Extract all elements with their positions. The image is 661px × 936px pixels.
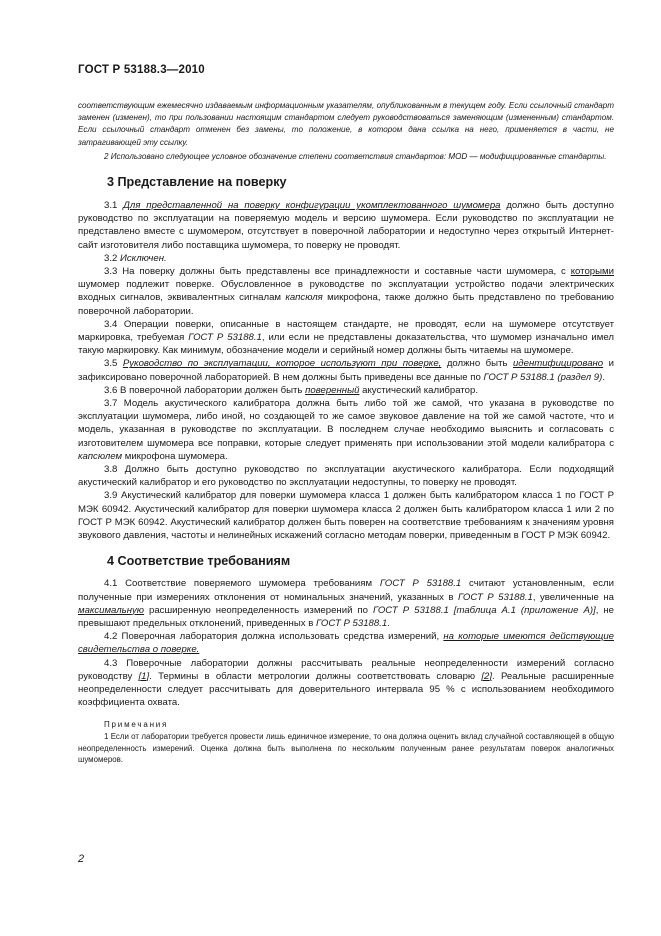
p3-7-i: капсюлем: [78, 450, 123, 462]
intro-note-2: 2 Использовано следующее условное обозначение степени соответствия стандартов: MOD — модифицированные стандарты.: [104, 151, 607, 161]
p3-5-i2: идентифицировано: [512, 358, 604, 370]
p3-5-a: должно быть: [441, 358, 513, 370]
p4-1-c: , увеличенные на: [532, 591, 614, 603]
paragraph-4-1: [78, 577, 614, 630]
section-4-title: 4 Соответствие требованиям: [107, 554, 291, 569]
p4-3-a: 4.3 Поверочные лаборатории должны рассчитывать реальные неопределенности измерений согласно руководству: [78, 657, 614, 682]
p3-3-b: шумомер подлежит поверке. Обусловленное в руководстве по эксплуатации устройство подачи электрических входных сигналов, эквивалентных сигналам: [78, 279, 614, 304]
p3-7-a: 3.7 Модель акустического калибратора должна быть либо той же самой, что указана в руководстве по эксплуатации шумомера, либо иной, но создающей то же самое звуковое давление на той же самой частоте, что и модель, указанная в руководстве по эксплуатации. В последнем случае необходимо выяснить и согласовать с изготовителем шумомера все поправки, которые следует применять при использовании этой модели калибратора с: [78, 398, 614, 449]
p3-4-a: 3.4 Операции поверки, описанные в настоящем стандарте, не проводят, если на шумомере отсутствует маркировка, требуемая: [78, 318, 614, 344]
p3-5-i3: ГОСТ Р 53188.1 (раздел 9): [483, 371, 603, 383]
intro-note-text: соответствующим ежемесячно издаваемым информационным указателям, опубликованным в текущем году. Если ссылочный стандарт заменен (изменен), то при пользовании настоящим стандартом следует руководствоваться заменяющим (измененным) стандартом. Если ссылочный стандарт отменен без замены, то положение, в котором дана ссылка на него, применяется в части, не затрагивающей эту ссылку.: [78, 101, 614, 147]
p4-3-i1: [1]: [138, 670, 150, 682]
note-1: 1 Если от лаборатории требуется провести лишь единичное измерение, то она должна оценить вклад случайной составляющей в общую неопределенность измерений. Оценка должна быть выполнена по нескольким полученным ранее результатам поверок аналогичных шумомеров.: [78, 731, 614, 765]
p4-1-d: расширенную неопределенность измерений по: [144, 604, 373, 616]
p4-1-i3: максимальную: [78, 604, 145, 616]
p3-5-b: и зафиксировано поверочной лабораторией. В нем должны быть приведены все данные по: [78, 358, 614, 383]
paragraph-3-3: [78, 265, 614, 318]
p3-3-c: микрофона, также должно быть представлено по требованию поверочной лаборатории.: [78, 292, 614, 317]
p3-5-num: 3.5: [104, 358, 123, 370]
p3-1-rest: должно быть доступно руководство по эксплуатации на поверяемую модель и версию шумомера. Если руководство по эксплуатации не представлено вместе с шумомером, отсутствует в поверочной лаборатории и недоступно через открытый Интернет-сайт изготовителя либо поставщика шумомера, то поверку не проводят.: [78, 200, 614, 251]
notes-title: Примечания: [104, 720, 169, 730]
paragraph-3-7: [78, 397, 614, 463]
p3-1-italic: Для представленной на поверку конфигурации укомплектованного шумомера: [123, 200, 501, 212]
p3-6-b: акустический калибратор.: [359, 384, 479, 396]
p4-1-e: , не превышают предельных отклонений, приведенных в: [78, 604, 615, 629]
p4-3-b: . Термины в области метрологии должны соответствовать словарю: [149, 670, 482, 682]
page-number: 2: [78, 853, 85, 865]
p4-2-i: на которые имеются действующие свидетельства о поверке.: [78, 631, 614, 656]
p4-3-c: . Реальные расширенные неопределенности следует рассчитывать для доверительного интервала 95 % с использованием необходимого коэффициента охвата.: [78, 670, 614, 709]
paragraph-3-5: [78, 357, 614, 383]
paragraph-4-3: [78, 657, 614, 710]
p3-3-i: капсюля: [285, 292, 323, 304]
p3-6-i: поверенный: [305, 384, 360, 396]
paragraph-4-2: [78, 630, 614, 656]
section-3-title: 3 Представление на поверку: [107, 175, 287, 190]
paragraph-3-8: 3.8 Должно быть доступно руководство по эксплуатации акустического калибратора. Если подходящий акустический калибратор и его руководство по эксплуатации недоступны, то поверку не проводят.: [78, 464, 614, 489]
p3-6-a: 3.6 В поверочной лаборатории должен быть: [104, 384, 306, 396]
p3-1-num: 3.1: [104, 200, 124, 212]
p3-5-c: .: [602, 371, 606, 383]
document-page: [78, 64, 614, 766]
document-header: ГОСТ Р 53188.3—2010: [78, 64, 205, 76]
p3-7-b: микрофона шумомера.: [122, 450, 228, 462]
p3-2-italic: Исключен.: [120, 252, 167, 264]
p4-1-i1: ГОСТ Р 53188.1: [379, 578, 462, 590]
p4-1-i5: ГОСТ Р 53188.1: [315, 617, 388, 629]
p4-1-a: 4.1 Соответствие поверяемого шумомера требованиям: [104, 578, 380, 590]
p3-5-i1: Руководство по эксплуатации, которое используют при поверке,: [122, 358, 442, 370]
p4-1-i2: ГОСТ Р 53188.1: [458, 591, 533, 603]
paragraph-3-1: [78, 199, 614, 252]
p4-1-f: .: [387, 617, 390, 629]
paragraph-3-6: [78, 384, 614, 397]
p3-3-a: 3.3 На поверку должны быть представлены все принадлежности и составные части шумомера, с: [104, 266, 571, 278]
p3-3-u: которыми: [570, 266, 614, 278]
p3-4-i: ГОСТ Р 53188.1: [188, 332, 262, 344]
p4-1-i4: ГОСТ Р 53188.1 [таблица А.1 (приложение А)]: [372, 604, 596, 616]
paragraph-3-9: 3.9 Акустический калибратор для поверки шумомера класса 1 должен быть калибратором класса 1 по ГОСТ Р МЭК 60942. Акустический калибратор для поверки шумомера класса 2 должен быть калибратором класса 1 или 2 по ГОСТ Р МЭК 60942. Акустический калибратор должен быть поверен на соответствие требованиям к значениям уровня звукового давления, частоты и нелинейных искажений согласно методам поверки, приведенным в ГОСТ Р МЭК 60942.: [78, 490, 614, 542]
p3-4-b: , или если не представлены доказательства, что шумомер изначально имел такую маркировку. Как минимум, обозначение модели и серийный номер должны быть читаемы на шумомере.: [78, 332, 614, 357]
p4-1-b: считают установленным, если полученные при измерениях отклонения от номинальных значений, указанных в: [78, 578, 614, 603]
paragraph-3-4: [78, 318, 614, 358]
p4-3-i2: [2]: [481, 670, 493, 682]
p3-2-num: 3.2: [104, 252, 121, 264]
paragraph-3-2: [78, 252, 614, 265]
p4-2-a: 4.2 Поверочная лаборатория должна использовать средства измерений,: [104, 631, 444, 643]
